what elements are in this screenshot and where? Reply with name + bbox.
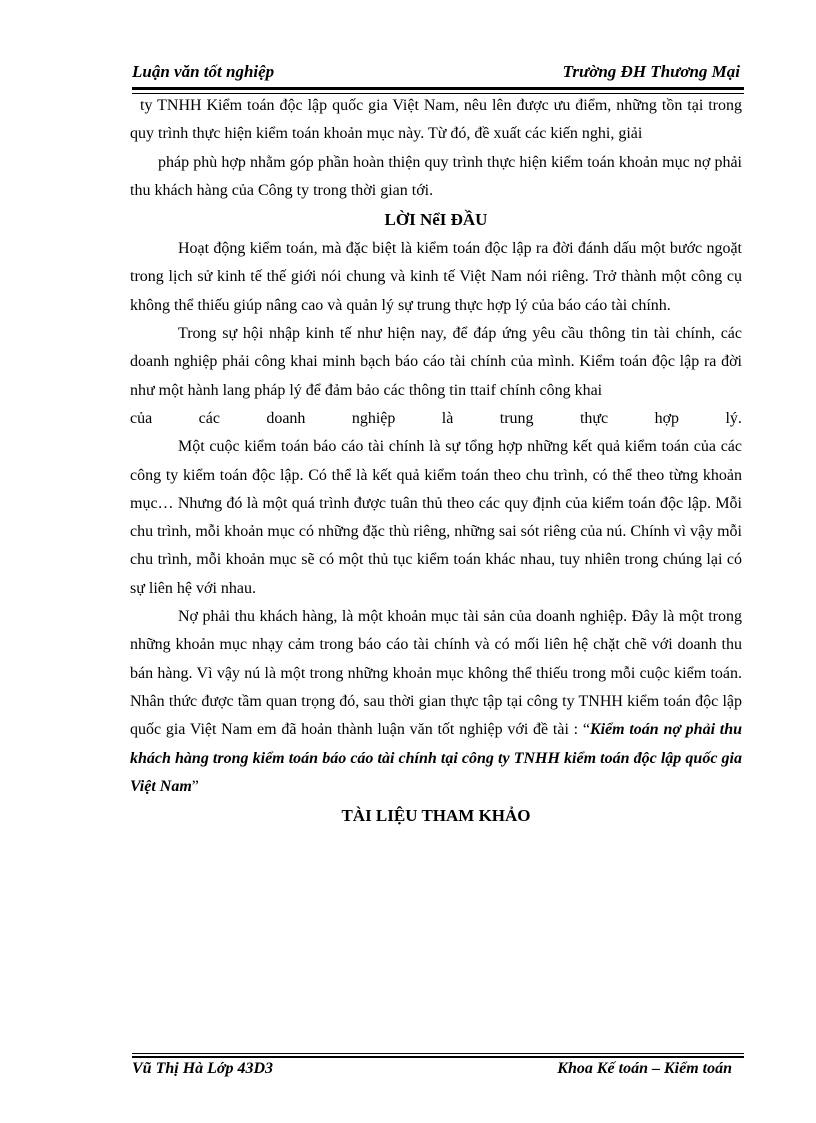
paragraph-6 [130,603,742,801]
paragraph-6-text: Nợ phải thu khách hàng, là một khoản mục tài sản của doanh nghiệp. Đây là một trong những khoản mục nhạy cảm trong báo cáo tài chính và có mối liên hệ chặt chẽ với doanh thu bán hàng. Vì vậy nú là một trong những khoản mục không thể thiếu trong mỗi cuộc kiểm toán. Nhân thức được tầm quan trọng đó, sau thời gian thực tập tại công ty TNHH kiểm toán độc lập quốc gia Việt Nam em đã hoản thành luận văn tốt nghiệp với đề tài : “ [130,608,742,739]
footer-author-label: Vũ Thị Hà Lớp 43D3 [132,1060,274,1077]
footer-faculty-label: Khoa Kế toán – Kiểm toán [557,1060,732,1077]
word: doanh [266,409,306,427]
word: lý. [725,409,742,427]
page-header [132,58,744,86]
thesis-title: Kiểm toán nợ phải thu khách hàng trong kiểm toán báo cáo tài chính tại công ty TNHH kiểm toán độc lập quốc gia Việt Nam [130,721,743,795]
paragraph-4: Trong sự hội nhập kinh tế như hiện nay, để đáp ứng yêu cầu thông tin tài chính, các doanh nghiệp phải công khai minh bạch báo cáo tài chính của mình. Kiểm toán độc lập ra đời như một hành lang pháp lý để đảm bảo các thông tin ttaif chính công khai [130,325,742,399]
heading-references: TÀI LIỆU THAM KHẢO [341,806,531,826]
paragraph-5: Một cuộc kiểm toán báo cáo tài chính là sự tổng hợp những kết quả kiểm toán của các công ty kiểm toán độc lập. Có thể là kết quả kiểm toán theo chu trình, có thể theo từng khoản mục… Nhưng đó là một quá trình được tuân thủ theo các quy định của kiểm toán độc lập. Mỗi chu trình, mỗi khoản mục có những đặc thù riêng, những sai sót riêng của nú. Chính vì vậy mỗi chu trình, mỗi khoản mục sẽ có một thủ tục kiểm toán khác nhau, tuy nhiên trong chúng lại có sự liên hệ với nhau. [130,438,742,597]
word: hợp [654,409,680,427]
paragraph-1: ty TNHH Kiểm toán độc lập quốc gia Việt Nam, nêu lên được ưu điểm, những tồn tại trong quy trình thực hiện kiểm toán khoản mục này. Từ đó, đề xuất các kiến nghi, giải [130,97,742,143]
word: thực [579,409,609,427]
heading-introduction: LỜI NểI ĐẦU [384,210,488,230]
header-thesis-label: Luận văn tốt nghiệp [132,62,275,81]
footer-divider [132,1053,744,1055]
header-university-label: Trường ĐH Thương Mại [562,62,740,81]
paragraph-2: pháp phù hợp nhằm góp phần hoàn thiện quy trình thực hiện kiểm toán khoản mục nợ phải thu khách hàng của Công ty trong thời gian tới. [130,153,742,199]
paragraph-4-last-line [130,405,742,433]
word: là [441,409,454,427]
word: các [198,409,220,427]
word: trung [499,409,534,427]
word: của [130,409,153,427]
closing-quote: ” [191,777,199,795]
paragraph-3: Hoạt động kiểm toán, mà đặc biệt là kiểm toán độc lập ra đời đánh dấu một bước ngoặt trong lịch sử kinh tế thế giới nói chung và kinh tế Việt Nam nói riêng. Trở thành một công cụ không thể thiếu giúp nâng cao và quản lý sự trung thực hợp lý của báo cáo tài chính. [130,240,742,314]
word: nghiệp [351,409,396,427]
document-body [130,92,742,831]
